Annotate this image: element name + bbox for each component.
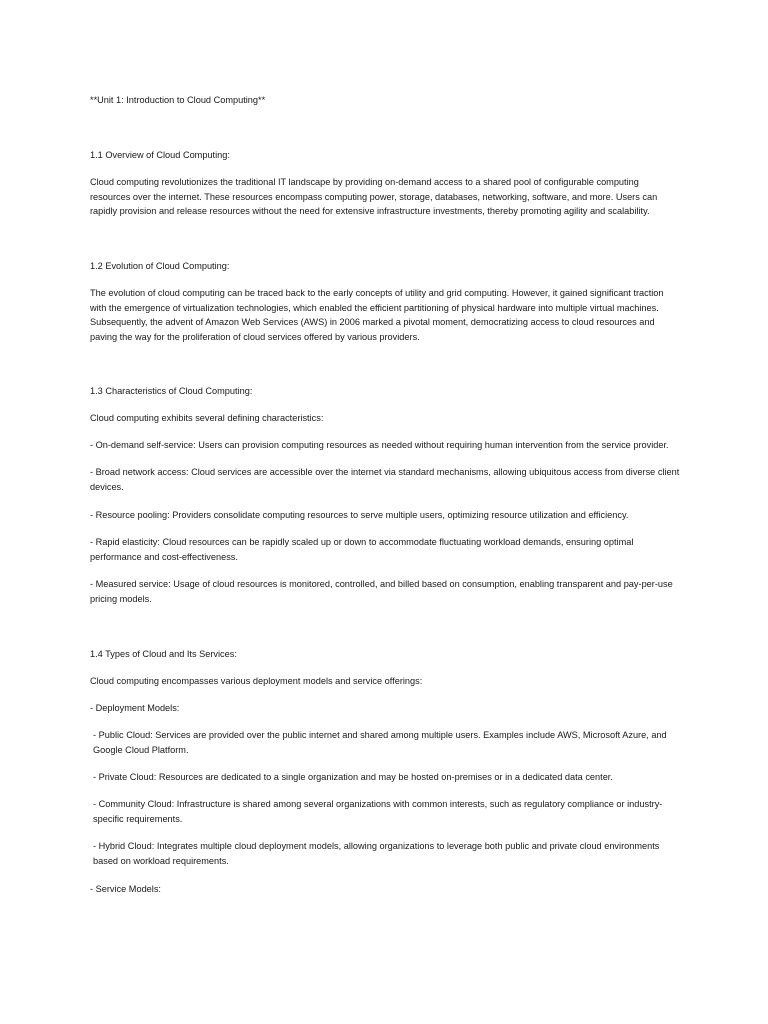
section-1-4-intro: Cloud computing encompasses various deployment models and service offerings:	[90, 676, 423, 686]
section-1-2-heading: 1.2 Evolution of Cloud Computing:	[90, 261, 230, 271]
characteristic-item: - Broad network access: Cloud services are accessible over the internet via standard mechanisms, allowing ubiquitous access from diverse client devices.	[90, 467, 680, 492]
deployment-models-label: - Deployment Models:	[90, 703, 180, 713]
deployment-model-item: - Private Cloud: Resources are dedicated to a single organization and may be hosted on-premises or in a dedicated data center.	[93, 772, 613, 782]
service-models-label: - Service Models:	[90, 884, 161, 894]
section-1-2-body: The evolution of cloud computing can be traced back to the early concepts of utility and grid computing. However, it gained significant traction with the emergence of virtualization technologies, which enabled the efficient partitioning of physical hardware into multiple virtual machines. Subsequently, the advent of Amazon Web Services (AWS) in 2006 marked a pivotal moment, democratizing access to cloud resources and paving the way for the proliferation of cloud services offered by various providers.	[90, 288, 664, 342]
characteristic-item: - Rapid elasticity: Cloud resources can be rapidly scaled up or down to accommodate fluctuating workload demands, ensuring optimal performance and cost-effectiveness.	[90, 537, 634, 562]
characteristic-item: - On-demand self-service: Users can provision computing resources as needed without requiring human intervention from the service provider.	[90, 440, 669, 450]
section-1-1-heading: 1.1 Overview of Cloud Computing:	[90, 150, 230, 160]
deployment-model-item: - Community Cloud: Infrastructure is shared among several organizations with common interests, such as regulatory compliance or industry-specific requirements.	[93, 799, 663, 824]
deployment-model-item: - Hybrid Cloud: Integrates multiple cloud deployment models, allowing organizations to leverage both public and private cloud environments based on workload requirements.	[93, 841, 660, 866]
section-1-3-intro: Cloud computing exhibits several defining characteristics:	[90, 413, 324, 423]
characteristic-item: - Measured service: Usage of cloud resources is monitored, controlled, and billed based on consumption, enabling transparent and pay-per-use pricing models.	[90, 579, 673, 604]
deployment-model-item: - Public Cloud: Services are provided over the public internet and shared among multiple users. Examples include AWS, Microsoft Azure, and Google Cloud Platform.	[93, 730, 667, 755]
section-1-1-body: Cloud computing revolutionizes the traditional IT landscape by providing on-demand access to a shared pool of configurable computing resources over the internet. These resources encompass computing power, storage, databases, networking, software, and more. Users can rapidly provision and release resources without the need for extensive infrastructure investments, thereby promoting agility and scalability.	[90, 177, 658, 216]
section-1-4-heading: 1.4 Types of Cloud and Its Services:	[90, 649, 237, 659]
characteristic-item: - Resource pooling: Providers consolidate computing resources to serve multiple users, optimizing resource utilization and efficiency.	[90, 510, 629, 520]
section-1-3-heading: 1.3 Characteristics of Cloud Computing:	[90, 386, 253, 396]
document-title: **Unit 1: Introduction to Cloud Computing**	[90, 95, 266, 105]
